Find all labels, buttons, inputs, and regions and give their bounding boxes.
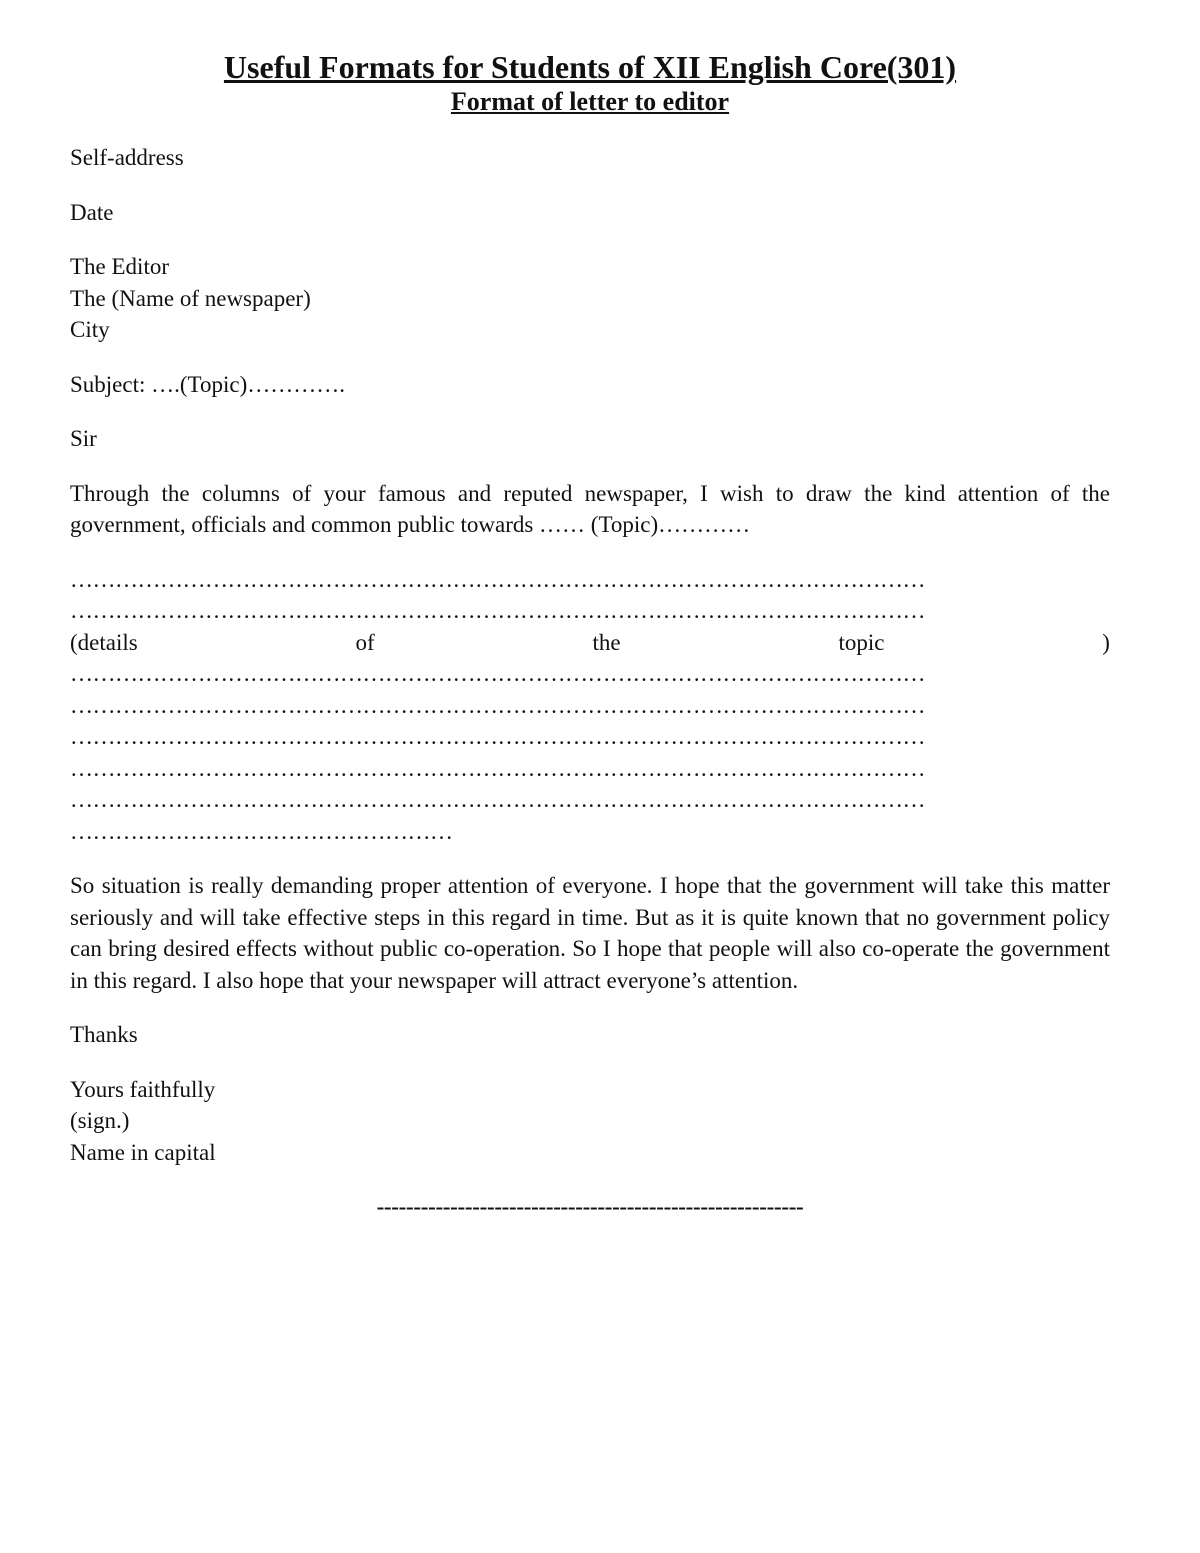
recipient-line-3: City: [70, 317, 110, 342]
dots-line: ……………………………………………………………………………………………………: [70, 787, 925, 812]
recipient-line-2: The (Name of newspaper): [70, 285, 311, 311]
dots-line: ……………………………………………………………………………………………………: [70, 755, 925, 781]
details-word: (details: [70, 629, 138, 655]
details-placeholder: [70, 627, 1110, 659]
recipient-address: [70, 251, 1110, 346]
dots-line: ……………………………………………………………………………………………………: [70, 598, 925, 623]
details-word: ): [1102, 629, 1110, 655]
document-page: [70, 48, 1110, 1223]
details-word: topic: [838, 629, 885, 655]
dots-line: ……………………………………………………………………………………………………: [70, 692, 925, 718]
sign-off-line-1: Yours faithfully: [70, 1076, 216, 1102]
letter-subject: Subject: ….(Topic)………….: [70, 371, 345, 397]
details-word: of: [355, 629, 375, 655]
closing-paragraph: So situation is really demanding proper attention of everyone. I hope that the government will take this matter seriously and will take effective steps in this regard in time. But as it is quite known that no government policy can bring desired effects without public co-operation. So I hope that people will also co-operate the government in this regard. I also hope that your newspaper will attract everyone’s attention.: [70, 873, 1110, 993]
details-section: [70, 564, 1110, 848]
letter-salutation: Sir: [70, 426, 97, 451]
details-word: the: [592, 629, 621, 655]
self-address: Self-address: [70, 145, 184, 170]
document-title: Useful Formats for Students of XII English Core(301): [223, 49, 957, 85]
thanks-line: Thanks: [70, 1022, 138, 1047]
sign-off: [70, 1074, 1110, 1169]
letter-date: Date: [70, 199, 114, 225]
sign-off-line-2: (sign.): [70, 1108, 130, 1133]
recipient-line-1: The Editor: [70, 254, 169, 279]
document-subtitle: Format of letter to editor: [450, 87, 730, 116]
dots-line: ……………………………………………: [70, 818, 453, 844]
dots-line: ……………………………………………………………………………………………………: [70, 661, 925, 686]
sign-off-line-3: Name in capital: [70, 1139, 216, 1165]
footer-separator: ----------------------------------------------------------: [376, 1194, 804, 1219]
dots-line: ……………………………………………………………………………………………………: [70, 566, 925, 592]
dots-line: ……………………………………………………………………………………………………: [70, 724, 925, 749]
intro-paragraph: Through the columns of your famous and reputed newspaper, I wish to draw the kind attention of the government, officials and common public towards …… (Topic)…………: [70, 480, 1110, 537]
